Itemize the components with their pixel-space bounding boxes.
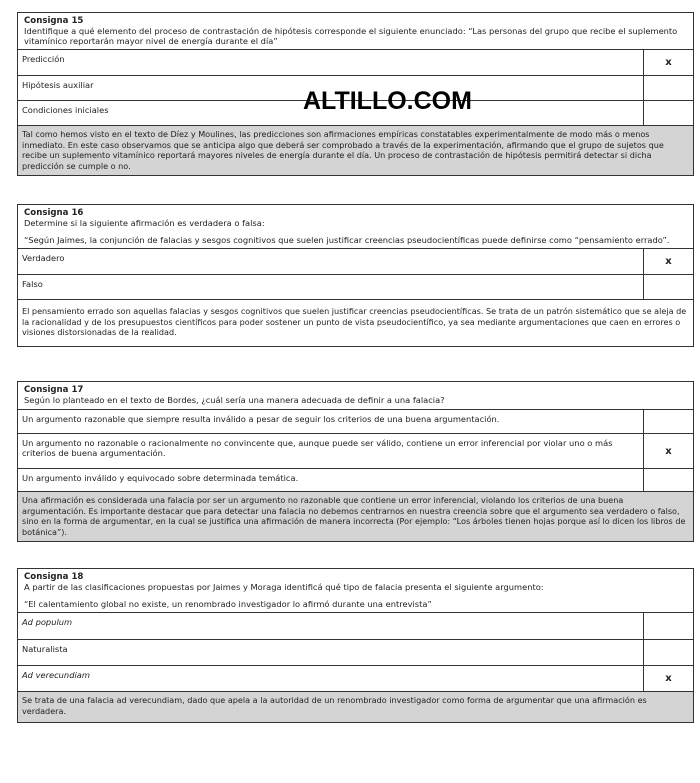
option-mark: x [665,57,672,68]
explanation: Una afirmación es considerada una falacia por ser un argumento no razonable que contiene un error inferencial, violando los criterios de una buena argumentación. Es importante destacar que para detectar una falacia no debemos centrarnos en nuestra creencia sobre que el argumento sea verdadero o falso, sino en la forma de argumentar, en la cual se justifica una afirmación de manera incorrecta (Por ejemplo: “Los árboles tienen hojas porque así lo dicen los libros de botánica”). [18,491,693,541]
option-mark [644,613,693,639]
consigna-header [18,382,693,409]
option-row [18,468,693,491]
consigna-18 [17,568,694,723]
consigna-title: Consigna 17 [24,385,84,395]
option-row [18,665,693,691]
option-row [18,248,693,274]
option-mark: x [665,256,672,267]
option-row [18,433,693,468]
option-mark: x [665,673,672,684]
option-mark [644,101,693,125]
consigna-16 [17,204,694,347]
option-label: Un argumento inválido y equivocado sobre determinada temática. [18,469,644,491]
option-mark [644,76,693,100]
consigna-prompt: Identifique a qué elemento del proceso de contrastación de hipótesis corresponde el siguiente enunciado: “Las personas del grupo que recibe el suplemento vitamínico reportarán mayor nivel de energía durante el día” [24,26,678,46]
consigna-prompt: Determine si la siguiente afirmación es verdadera o falsa: [24,218,265,228]
option-label: Ad verecundiam [18,666,644,691]
option-label: Hipótesis auxiliar [18,76,644,100]
consigna-header [18,569,693,612]
consigna-quote: “Según Jaimes, la conjunción de falacias y sesgos cognitivos que suelen justificar creencias pseudocientíficas puede definirse como “pensamiento errado”. [24,235,670,245]
option-mark [644,275,693,299]
consigna-17 [17,381,694,542]
option-label: Falso [18,275,644,299]
option-row [18,639,693,665]
consigna-header [18,13,693,49]
consigna-title: Consigna 15 [24,16,84,26]
option-label: Condiciones iniciales [18,101,644,125]
option-label: Un argumento no razonable o racionalmente no convincente que, aunque puede ser válido, contiene un error inferencial por violar uno o más criterios de buena argumentación. [18,434,644,468]
option-label: Naturalista [18,640,644,665]
option-row [18,274,693,299]
option-label: Predicción [18,50,644,75]
option-row [18,49,693,75]
option-mark: x [665,445,672,457]
option-label: Un argumento razonable que siempre resulta inválido a pesar de seguir los criterios de una buena argumentación. [18,410,644,433]
explanation: El pensamiento errado son aquellas falacias y sesgos cognitivos que suelen justificar creencias pseudocientíficas. Se trata de un patrón sistemático que se aleja de la racionalidad y de los presupuestos científicos para poder sostener un punto de vista pseudocientífico, ya sea mediante argumentaciones que caen en errores o visiones distorsionadas de la realidad. [18,299,693,346]
option-mark [644,469,693,491]
consigna-header [18,205,693,248]
explanation: Tal como hemos visto en el texto de Díez y Moulines, las predicciones son afirmaciones empíricas constatables experimentalmente de modo más o menos inmediato. En este caso observamos que se anticipa algo que deberá ser comprobado a través de la experimentación, afirmando que el grupo de sujetos que recibe un suplemento vitamínico reportará mayores niveles de energía durante el día. Un proceso de contrastación de hipótesis permitirá detectar si dicha predicción se cumple o no. [18,125,693,175]
consigna-title: Consigna 18 [24,572,84,582]
option-mark [644,640,693,665]
consigna-quote: “El calentamiento global no existe, un renombrado investigador lo afirmó durante una entrevista” [24,599,432,609]
consigna-prompt: A partir de las clasificaciones propuestas por Jaimes y Moraga identificá qué tipo de falacia presenta el siguiente argumento: [24,582,544,592]
consigna-title: Consigna 16 [24,208,84,218]
option-label: Verdadero [18,249,644,274]
option-row [18,409,693,433]
consigna-prompt: Según lo planteado en el texto de Bordes, ¿cuál sería una manera adecuada de definir a una falacia? [24,395,445,405]
watermark-logo: ALTILLO.COM [303,87,472,115]
option-row [18,612,693,639]
option-mark [644,410,693,433]
option-label: Ad populum [18,613,644,639]
explanation: Se trata de una falacia ad verecundiam, dado que apela a la autoridad de un renombrado investigador como forma de argumentar que una afirmación es verdadera. [18,691,693,722]
